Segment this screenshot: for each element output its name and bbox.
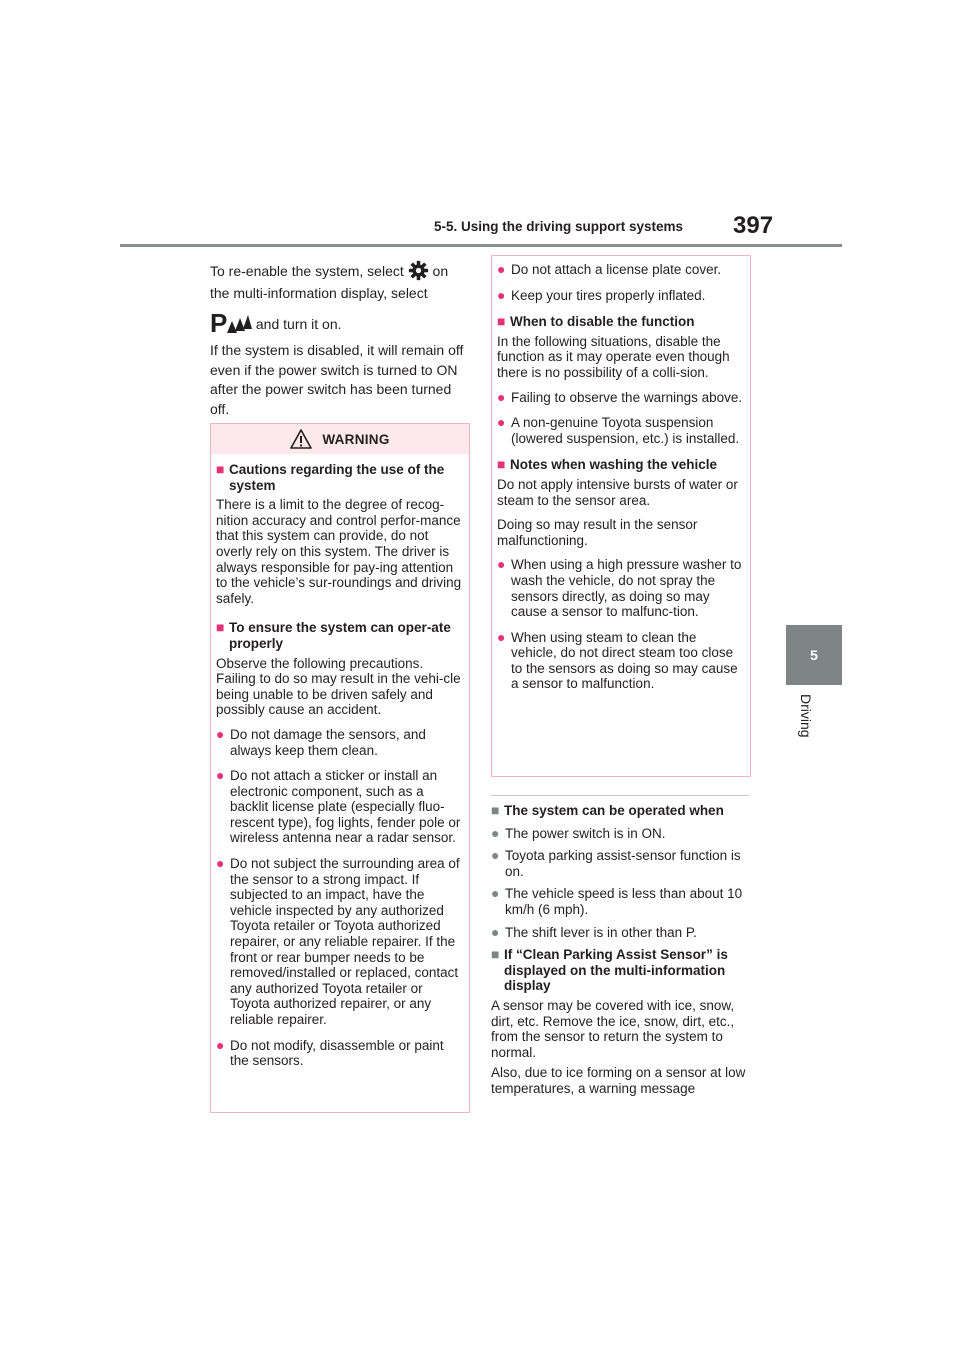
warning-header	[211, 424, 469, 454]
section-heading	[491, 947, 749, 994]
bullet-item	[216, 1038, 464, 1069]
warning-box	[210, 423, 470, 1113]
bullet-icon: ●	[216, 767, 225, 784]
bullet-item	[497, 415, 745, 446]
chapter-tab	[786, 625, 842, 685]
bullet-icon: ●	[497, 628, 506, 645]
section-title: 5-5. Using the driving support systems	[434, 219, 684, 234]
bullet-text: Do not modify, disassemble or paint the sensors.	[230, 1037, 444, 1069]
bullet-icon: ●	[497, 556, 506, 573]
square-marker-icon: ■	[497, 456, 506, 473]
bullet-text: Do not attach a sticker or install an electronic component, such as a backlit license plate (especially fluo-rescent type), fog lights, fender pole or wireless antenna near a radar sensor.	[230, 768, 461, 846]
header-divider	[120, 244, 842, 247]
bullet-item	[497, 390, 745, 406]
bullet-text: The vehicle speed is less than about 10 km/h (6 mph).	[505, 886, 743, 917]
intro-line2: the multi-information display, select	[210, 284, 428, 301]
section-heading	[491, 803, 749, 819]
heading-text: When to disable the function	[510, 314, 695, 330]
intro-line1: To re-enable the system, select	[210, 263, 404, 279]
bullet-item	[497, 557, 745, 619]
bullet-text: When using a high pressure washer to wash the vehicle, do not spray the sensors directly, as doing so may cause a sensor to malfunc-tion.	[511, 557, 742, 620]
paragraph: In the following situations, disable the function as it may operate even though there is no possibility of a colli-sion.	[497, 333, 730, 380]
parking-sensor-icon	[210, 309, 252, 335]
bullet-text: Keep your tires properly inflated.	[511, 287, 706, 303]
bullet-icon: ●	[497, 286, 506, 303]
bullet-icon: ●	[491, 824, 500, 841]
bullet-icon: ●	[216, 1036, 225, 1053]
intro-paragraph: If the system is disabled, it will remain off even if the power switch is turned to ON after the power switch has been turned off.	[210, 342, 464, 417]
bullet-text: Do not attach a license plate cover.	[511, 262, 722, 277]
paragraph: Do not apply intensive bursts of water or steam to the sensor area.	[497, 476, 738, 508]
square-marker-icon: ■	[497, 313, 506, 330]
gear-icon	[408, 260, 429, 281]
heading-text: If “Clean Parking Assist Sensor” is displayed on the multi-information display	[504, 947, 728, 994]
bullet-icon: ●	[216, 855, 225, 872]
paragraph: A sensor may be covered with ice, snow, dirt, etc. Remove the ice, snow, dirt, etc., from the sensor to return the system to normal.	[491, 997, 735, 1060]
bullet-text: A non-genuine Toyota suspension (lowered suspension, etc.) is installed.	[511, 415, 740, 446]
chapter-label: Driving	[798, 694, 814, 738]
bullet-item	[216, 727, 464, 758]
square-marker-icon: ■	[491, 802, 500, 818]
bullet-item	[497, 630, 745, 692]
heading-text: The system can be operated when	[504, 803, 724, 818]
intro-line3: and turn it on.	[255, 316, 342, 332]
warning-icon	[290, 429, 312, 449]
intro-text	[210, 260, 465, 419]
bullet-text: Do not subject the surrounding area of the sensor to a strong impact. If subjected to an impact, have the vehicle inspected by any authorized Toyota retailer or Toyota authorized repairer, or any reliable repairer. If the front or rear bumper needs to be removed/installed or replaced, contact any authorized Toyota retailer or Toyota authorized repairer, or any reliable repairer.	[230, 856, 460, 1027]
bullet-text: The shift lever is in other than P.	[505, 924, 697, 940]
bullet-text: When using steam to clean the vehicle, do not direct steam too close to the sensors as doing so may cause a sensor to malfunction.	[511, 629, 738, 692]
warning-box-continued	[491, 255, 751, 777]
bullet-item	[491, 925, 749, 941]
paragraph: Doing so may result in the sensor malfunctioning.	[497, 517, 698, 548]
bullet-item	[491, 848, 749, 879]
bullet-icon: ●	[497, 388, 506, 405]
bullet-text: Toyota parking assist-sensor function is on.	[505, 848, 741, 879]
bullet-icon: ●	[497, 261, 506, 277]
bullet-item	[497, 262, 745, 278]
bullet-icon: ●	[491, 923, 500, 940]
bullet-text: The power switch is in ON.	[505, 825, 666, 841]
chapter-number: 5	[810, 647, 818, 663]
section-heading	[497, 314, 745, 330]
intro-line1-end: on	[432, 263, 449, 279]
paragraph: Observe the following precautions. Failing to do so may result in the vehi-cle being unable to be driven safely and possibly cause an accident.	[216, 655, 461, 718]
bullet-icon: ●	[497, 414, 506, 431]
bullet-item	[216, 856, 464, 1028]
square-marker-icon: ■	[216, 619, 225, 636]
bullet-text: Do not damage the sensors, and always keep them clean.	[230, 726, 426, 758]
operation-section	[491, 795, 749, 1106]
bullet-icon: ●	[491, 847, 500, 864]
heading-text: Notes when washing the vehicle	[510, 457, 718, 473]
square-marker-icon: ■	[216, 461, 225, 477]
warning-title: WARNING	[322, 431, 390, 447]
bullet-text: Failing to observe the warnings above.	[511, 389, 743, 405]
bullet-item	[497, 288, 745, 304]
bullet-icon: ●	[216, 725, 225, 742]
heading-text: To ensure the system can oper-ate properly	[229, 620, 451, 651]
bullet-item	[491, 886, 749, 917]
bullet-item	[491, 826, 749, 842]
section-heading	[497, 457, 745, 473]
bullet-item	[216, 768, 464, 846]
heading-text: Cautions regarding the use of the system	[229, 462, 445, 493]
square-marker-icon: ■	[491, 946, 500, 963]
svg-text:P: P	[210, 309, 228, 335]
section-heading	[216, 462, 464, 493]
paragraph: Also, due to ice forming on a sensor at low temperatures, a warning message	[491, 1065, 746, 1096]
page-number: 397	[733, 212, 774, 239]
paragraph: There is a limit to the degree of recog-nition accuracy and control perfor-mance that this system can provide, do not overly rely on this system. The driver is always responsible for pay-ing attention to the vehicle’s sur-roundings and driving safely.	[216, 497, 462, 606]
section-heading	[216, 620, 464, 651]
bullet-icon: ●	[491, 885, 500, 902]
